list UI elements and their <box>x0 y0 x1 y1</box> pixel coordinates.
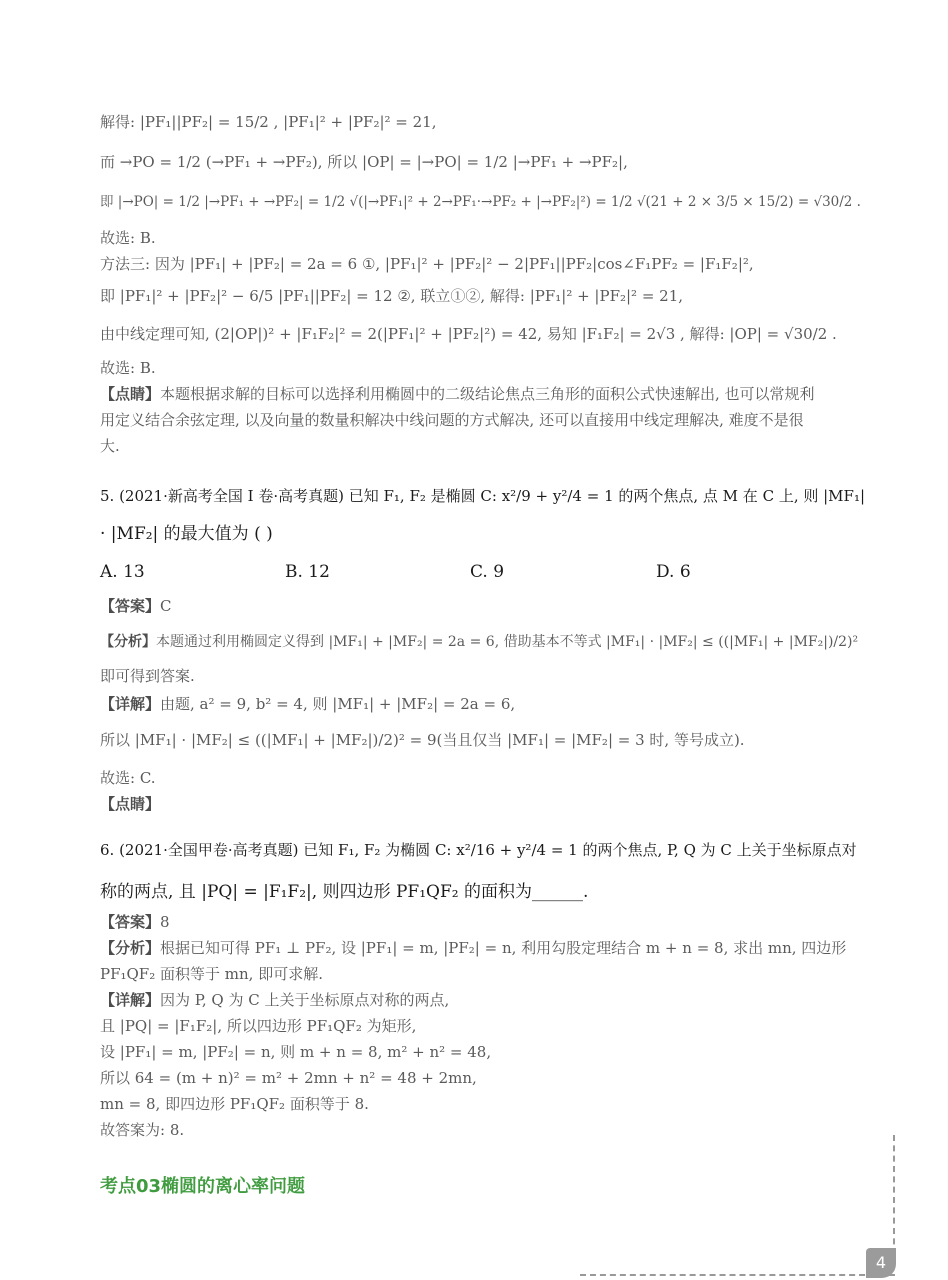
comment-tag: 【点睛】 <box>100 795 161 813</box>
detail-text: 因为 P, Q 为 C 上关于坐标原点对称的两点, <box>160 991 450 1009</box>
comment-line <box>100 794 160 814</box>
solution-line: 故选: B. <box>100 229 156 247</box>
solution-line: 方法三: 因为 |PF₁| + |PF₂| = 2a = 6 ①, |PF₁|² + |PF₂|² − 2|PF₁||PF₂|cos∠F₁PF₂ = |F₁F₂|², <box>100 255 754 273</box>
detail-line <box>100 694 515 714</box>
solution-line: 解得: |PF₁||PF₂| = 15/2 , |PF₁|² + |PF₂|² = 21, <box>100 113 437 131</box>
answer-value: C <box>160 597 172 615</box>
detail-text: 由题, a² = 9, b² = 4, 则 |MF₁| + |MF₂| = 2a = 6, <box>160 695 516 713</box>
detail-line: 且 |PQ| = |F₁F₂|, 所以四边形 PF₁QF₂ 为矩形, <box>100 1017 417 1035</box>
analysis-tag: 【分析】 <box>100 634 156 650</box>
analysis-line: PF₁QF₂ 面积等于 mn, 即可求解. <box>100 965 323 983</box>
detail-line: 所以 64 = (m + n)² = m² + 2mn + n² = 48 + 2mn, <box>100 1069 477 1087</box>
analysis-line: 即可得到答案. <box>100 667 195 685</box>
section-title: 考点03椭圆的离心率问题 <box>100 1176 306 1197</box>
detail-line <box>100 990 449 1010</box>
option-c: C. 9 <box>470 562 505 582</box>
comment-text: 本题根据求解的目标可以选择利用椭圆中的二级结论焦点三角形的面积公式快速解出, 也可以常规利 <box>160 385 815 403</box>
detail-line: 所以 |MF₁| · |MF₂| ≤ ((|MF₁| + |MF₂|)/2)² = 9(当且仅当 |MF₁| = |MF₂| = 3 时, 等号成立). <box>100 731 745 749</box>
answer-tag: 【答案】 <box>100 913 161 931</box>
detail-line: 故选: C. <box>100 769 156 787</box>
detail-tag: 【详解】 <box>100 695 161 713</box>
analysis-tag: 【分析】 <box>100 939 161 957</box>
answer-tag: 【答案】 <box>100 597 161 615</box>
analysis-text: 本题通过利用椭圆定义得到 |MF₁| + |MF₂| = 2a = 6, 借助基本不等式 |MF₁| · |MF₂| ≤ ((|MF₁| + |MF₂|)/2)² <box>156 634 859 650</box>
page-border-dashed-horizontal <box>580 1274 895 1276</box>
solution-line: 由中线定理可知, (2|OP|)² + |F₁F₂|² = 2(|PF₁|² + |PF₂|²) = 42, 易知 |F₁F₂| = 2√3 , 解得: |OP| = √30/2 . <box>100 325 837 343</box>
answer-line <box>100 596 172 616</box>
detail-tag: 【详解】 <box>100 991 161 1009</box>
answer-value: 8 <box>160 913 170 931</box>
comment-line <box>100 384 815 404</box>
option-b: B. 12 <box>285 562 330 582</box>
question-5-stem-cont: · |MF₂| 的最大值为 ( ) <box>100 524 273 544</box>
option-d: D. 6 <box>656 562 691 582</box>
analysis-line <box>100 632 858 652</box>
answer-line <box>100 912 170 932</box>
comment-line: 大. <box>100 437 120 455</box>
solution-line: 即 |→PO| = 1/2 |→PF₁ + →PF₂| = 1/2 √(|→PF₁|² + 2→PF₁·→PF₂ + |→PF₂|²) = 1/2 √(21 + 2 × 3/5 × 15/2) = √30/2 . <box>100 194 861 210</box>
detail-line: mn = 8, 即四边形 PF₁QF₂ 面积等于 8. <box>100 1095 369 1113</box>
comment-line: 用定义结合余弦定理, 以及向量的数量积解决中线问题的方式解决, 还可以直接用中线定理解决, 难度不是很 <box>100 411 804 429</box>
solution-line: 故选: B. <box>100 359 156 377</box>
analysis-line <box>100 938 846 958</box>
question-6-stem: 6. (2021·全国甲卷·高考真题) 已知 F₁, F₂ 为椭圆 C: x²/16 + y²/4 = 1 的两个焦点, P, Q 为 C 上关于坐标原点对 <box>100 841 857 859</box>
question-5-stem: 5. (2021·新高考全国 Ⅰ 卷·高考真题) 已知 F₁, F₂ 是椭圆 C: x²/9 + y²/4 = 1 的两个焦点, 点 M 在 C 上, 则 |MF₁| <box>100 487 866 505</box>
comment-tag: 【点睛】 <box>100 385 161 403</box>
option-a: A. 13 <box>100 562 145 582</box>
detail-line: 设 |PF₁| = m, |PF₂| = n, 则 m + n = 8, m² + n² = 48, <box>100 1043 492 1061</box>
solution-line: 即 |PF₁|² + |PF₂|² − 6/5 |PF₁||PF₂| = 12 ②, 联立①②, 解得: |PF₁|² + |PF₂|² = 21, <box>100 287 684 305</box>
question-6-stem-cont: 称的两点, 且 |PQ| = |F₁F₂|, 则四边形 PF₁QF₂ 的面积为______. <box>100 882 589 902</box>
page-number: 4 <box>866 1248 896 1278</box>
detail-line: 故答案为: 8. <box>100 1121 185 1139</box>
page-border-dashed-vertical <box>893 1135 895 1265</box>
analysis-text: 根据已知可得 PF₁ ⊥ PF₂, 设 |PF₁| = m, |PF₂| = n, 利用勾股定理结合 m + n = 8, 求出 mn, 四边形 <box>160 939 847 957</box>
solution-line: 而 →PO = 1/2 (→PF₁ + →PF₂), 所以 |OP| = |→PO| = 1/2 |→PF₁ + →PF₂|, <box>100 153 628 171</box>
